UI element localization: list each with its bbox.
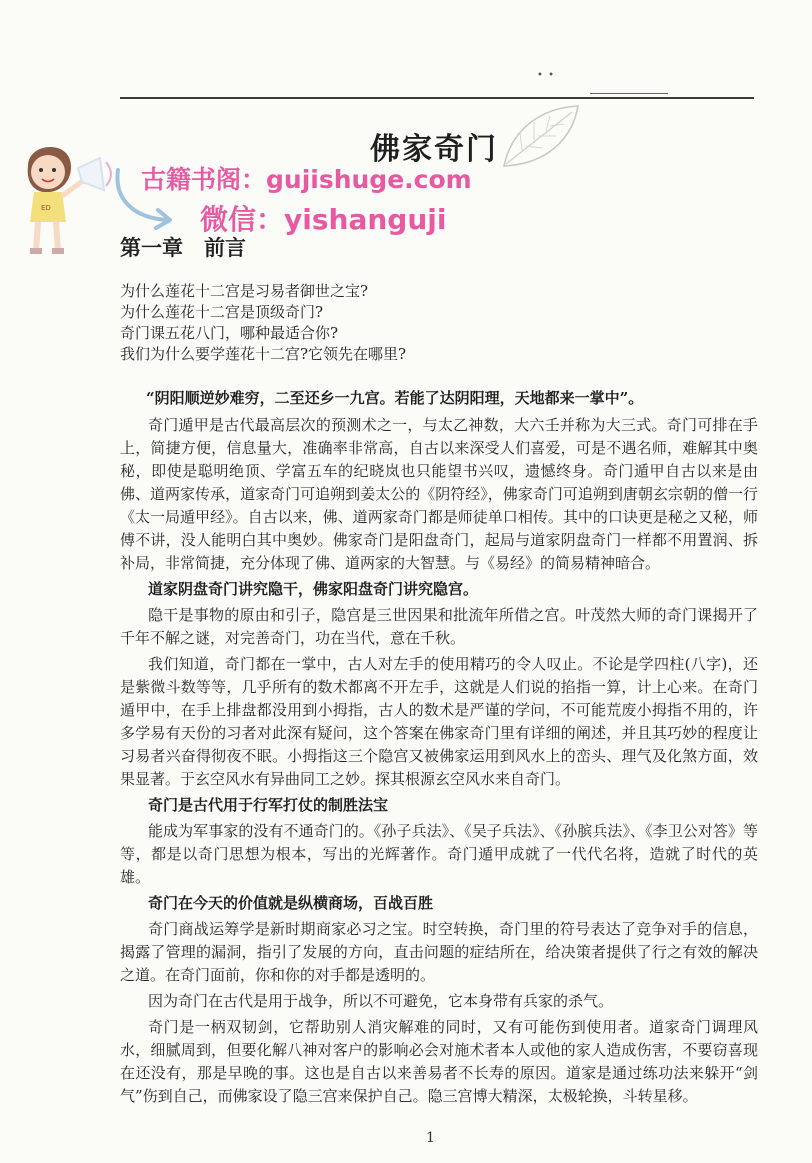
- chapter-heading: 第一章 前言: [120, 235, 246, 260]
- leaf-ornament: [498, 102, 582, 172]
- quote-heading: “阴阳顺逆妙难穷，二至还乡一九宫。若能了达阴阳理，天地都来一掌中”。: [146, 389, 644, 407]
- svg-text:ED: ED: [41, 204, 51, 212]
- scan-mark: • •: [537, 70, 555, 81]
- watermark-site: 古籍书阁：gujishuge.com: [141, 165, 472, 194]
- paragraph: 因为奇门在古代是用于战争，所以不可避免，它本身带有兵家的杀气。: [148, 992, 614, 1010]
- question-item: 我们为什么要学莲花十二宫?它领先在哪里?: [120, 345, 407, 363]
- paragraph: 能成为军事家的没有不通奇门的。《孙子兵法》、《吴子兵法》、《孙膑兵法》、《李卫公对答》等等，都是以奇门思想为根本，写出的光辉著作。奇门遁甲成就了一代代名将，造就了时代的英雄。: [120, 822, 758, 886]
- question-item: 为什么莲花十二宫是顶级奇门?: [120, 303, 324, 321]
- section-heading: 奇门在今天的价值就是纵横商场，百战百胜: [148, 894, 434, 912]
- paragraph: 奇门遁甲是古代最高层次的预测术之一，与太乙神数，大六壬并称为大三式。奇门可排在手上，简捷方便，信息量大，准确率非常高，自古以来深受人们喜爱，可是不遇名师，难解其中奥秘，即使是聪明绝顶、学富五车的纪晓岚也只能望书兴叹，遗憾终身。奇门遁甲自古以来是由佛、道两家传承，道家奇门可追朔到姜太公的《阴符经》，佛家奇门可追朔到唐朝玄宗朝的僧一行《太一局遁甲经》。自古以来，佛、道两家奇门都是师徒单口相传。其中的口诀更是秘之又秘，师傅不讲，没人能明白其中奥妙。佛家奇门是阳盘奇门，起局与道家阴盘奇门一样都不用置润、拆补局，非常简捷，充分体现了佛、道两家的大智慧。与《易经》的简易精神暗合。: [120, 416, 758, 572]
- question-item: 为什么莲花十二宫是习易者御世之宝?: [120, 282, 369, 300]
- question-item: 奇门课五花八门，哪种最适合你?: [120, 324, 339, 342]
- paragraph: 隐干是事物的原由和引子，隐宫是三世因果和批流年所借之宫。叶茂然大师的奇门课揭开了千年不解之谜，对完善奇门，功在当代，意在千秋。: [120, 606, 758, 647]
- paragraph: 奇门是一柄双韧剑，它帮助别人消灾解难的同时，又有可能伤到使用者。道家奇门调理风水，细腻周到，但要化解八神对客户的影响必会对施术者本人或他的家人造成伤害，不要窃喜现在还没有，那是早晚的事。这也是自古以来善易者不长寿的原因。道家是通过练功法来躲开“剑气”伤到自己，而佛家设了隐三宫来保护自己。隐三宫博大精深，太极轮换，斗转星移。: [120, 1018, 758, 1105]
- header-rule: [120, 97, 754, 99]
- watermark-wechat: 微信：yishanguji: [200, 203, 447, 236]
- page-number: 1: [426, 1130, 435, 1146]
- paragraph: 我们知道，奇门都在一掌中，古人对左手的使用精巧的令人叹止。不论是学四柱(八字)，还是紫微斗数等等，几乎所有的数术都离不开左手，这就是人们说的掐指一算，计上心来。在奇门遁甲中，在手上排盘都没用到小拇指，古人的数术是严谨的学问，不可能荒废小拇指不用的，许多学易有天份的习者对此深有疑问，这个答案在佛家奇门里有详细的阐述，并且其巧妙的程度让习易者兴奋得彻夜不眠。小拇指这三个隐宫又被佛家运用到风水上的峦头、理气及化煞方面，效果显著。于玄空风水有异曲同工之妙。探其根源玄空风水来自奇门。: [120, 655, 758, 788]
- mascot-icon: [8, 136, 126, 258]
- section-heading: 奇门是古代用于行军打仗的制胜法宝: [148, 796, 389, 814]
- header-thin-rule: [590, 93, 668, 94]
- body-text: [120, 387, 758, 1111]
- question-list: [120, 281, 406, 365]
- section-heading: 道家阴盘奇门讲究隐干，佛家阳盘奇门讲究隐宫。: [148, 580, 479, 598]
- paragraph: 奇门商战运筹学是新时期商家必习之宝。时空转换，奇门里的符号表达了竞争对手的信息，揭露了管理的漏洞，指引了发展的方向，直击问题的症结所在，给决策者提供了行之有效的解决之道。在奇门面前，你和你的对手都是透明的。: [120, 920, 758, 984]
- page-title: 佛家奇门: [370, 132, 498, 167]
